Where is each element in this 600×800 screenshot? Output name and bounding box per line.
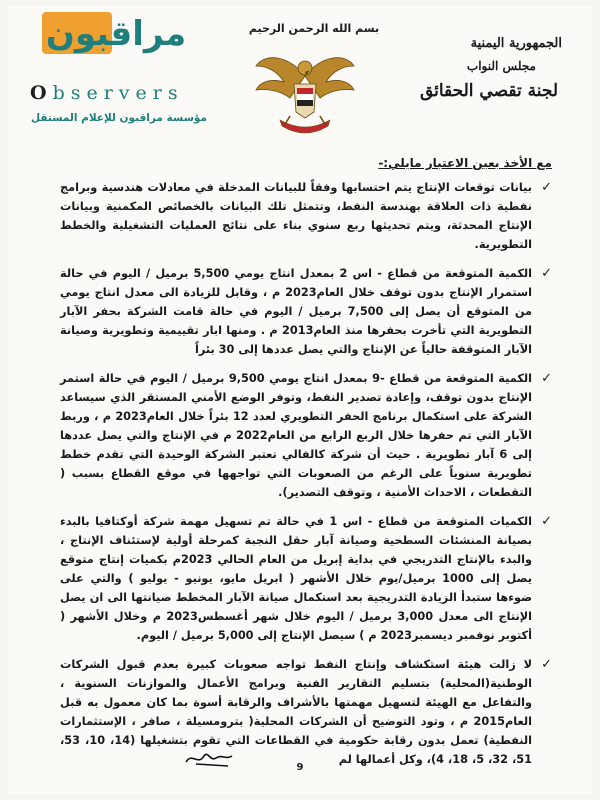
list-item	[60, 264, 552, 359]
checkmark-icon: ✓	[541, 371, 552, 386]
list-item	[60, 655, 552, 769]
intro-line: مع الأخذ بعين الاعتبار مايلي:-	[378, 156, 552, 170]
committee-name: لجنة تقصي الحقائق	[419, 81, 558, 101]
list-item	[60, 178, 552, 254]
logo-english-o: O	[30, 82, 53, 104]
checkmark-icon: ✓	[541, 514, 552, 529]
document-page	[8, 6, 592, 794]
document-body	[60, 156, 552, 779]
republic-name: الجمهورية اليمنية	[470, 36, 562, 51]
list-item-text: لا زالت هيئة استكشاف وإنتاج النفط تواجه صعوبات كبيرة بعدم قبول الشركات الوطنية(المحلية) بتسليم التقارير الفنية وبرامج الأعمال والموازنات السنوية ، والتفاعل مع الهيئة لتسهيل مهمتها بالأشراف والرقابة أسوة بما كان معمول به قبل العام2015 م ، وتود التوضيح أن الشركات المحلية( بترومسيلة ، صافر ، الإستثمارات النفطية) تعمل بدون رقابة حكومية في القطاعات التي تقوم بتشغيلها (14، 10، 53، 51، 32، 5، 18، 4)، وكل أعمالها لم	[60, 658, 533, 766]
yemen-eagle-emblem-icon	[250, 46, 360, 141]
logo-english-name	[30, 82, 210, 104]
logo-arabic-name: مراقبون	[45, 14, 187, 54]
logo-english-rest: bservers	[52, 82, 184, 104]
logo-subtitle: مؤسسة مراقبون للإعلام المستقل	[30, 112, 207, 124]
official-heading	[382, 36, 562, 109]
checkmark-icon: ✓	[541, 657, 552, 672]
checkmark-icon: ✓	[541, 266, 552, 281]
list-item-text: الكمية المتوقعة من قطاع -9 بمعدل انتاج يومي 9,500 برميل / اليوم في حالة استمر الإنتاج بدون توقف، وإعادة تصدير النفط، وتوفر الوضع الأمني المستقر الذي سيساعد الشركة على استكمال برنامج الحفر التطويري لعدد 12 بئراً خلال العام2023 م ، وربط الآبار التي تم حفرها خلال الربع الرابع من العام2022 م في الإنتاج والتي يصل عددها إلى 6 آبار تطويرية . حيث أن شركة كالفالي تعتبر الشركة الوحيدة التي تقدم خطط تطويرية سنوياً على الرغم من الصعوبات التي تواجهها في موقع القطاع بسبب ( التقطعات ، الاحداث الأمنية ، وتوقف التصدير).	[60, 372, 532, 499]
list-item	[60, 512, 552, 645]
checkmark-icon: ✓	[541, 180, 552, 195]
observers-logo	[16, 6, 216, 136]
basmala: بسم الله الرحمن الرحيم	[248, 22, 380, 35]
list-item-text: بيانات توقعات الإنتاج يتم احتسابها وفقاً للبيانات المدخلة في معادلات هندسية وبرامج نفطية ذات العلاقة بهندسة النفط، وتتمثل تلك البيانات بالخصائص المكمنية وبيانات الإنتاج المحدثة، ويتم تحديثها ربع سنوي بناء على نتائج العمليات التشغيلية والخطط التطويرية.	[60, 181, 532, 251]
page-number: 9	[296, 762, 304, 773]
council-name: مجلس النواب	[466, 59, 536, 73]
list-item	[60, 369, 552, 502]
list-item-text: الكمية المتوقعة من قطاع - اس 2 بمعدل انتاج يومي 5,500 برميل / اليوم في حالة استمرار الإنتاج بدون توقف خلال العام2023 م ، وقابل للزيادة الى معدل انتاج يومي من المتوقع أن يصل إلى 7,500 برميل / اليوم في حالة قامت الشركة بحفر الآبار التطويرية التي تأخرت بحفرها منذ العام2013 م . ومنها ابار تقييمية وتطويرية وصيانة الآبار المتوقفة حالياً عن الإنتاج والتي يصل عددها إلى 30 بئراً	[60, 267, 533, 356]
list-item-text: الكميات المتوقعة من قطاع - اس 1 في حالة تم تسهيل مهمة شركة أوكتافيا بالبدء بصيانة المنشئات السطحية وصيانة آبار حقل النجبة كمرحلة أولية لإستئناف الإنتاج ، والبدء بالإنتاج التدريجي في بداية إبريل من العام الحالي 2023م بكميات إنتاج متوقع يصل إلى 1000 برميل/يوم خلال الأشهر ( ابريل مايو، يونيو - يوليو ) والتي على ضوءها ستبدأ الزيادة التدريجية بعد استكمال صيانة الآبار المخطط صيانتها الى ان يصل الإنتاج الى معدل 3,000 برميل / اليوم خلال شهر أغسطس2023 م وخلال الأشهر ( أكتوبر نوفمبر ديسمبر2023 م ) سيصل الإنتاج إلى 5,000 برميل / اليوم.	[60, 515, 532, 642]
